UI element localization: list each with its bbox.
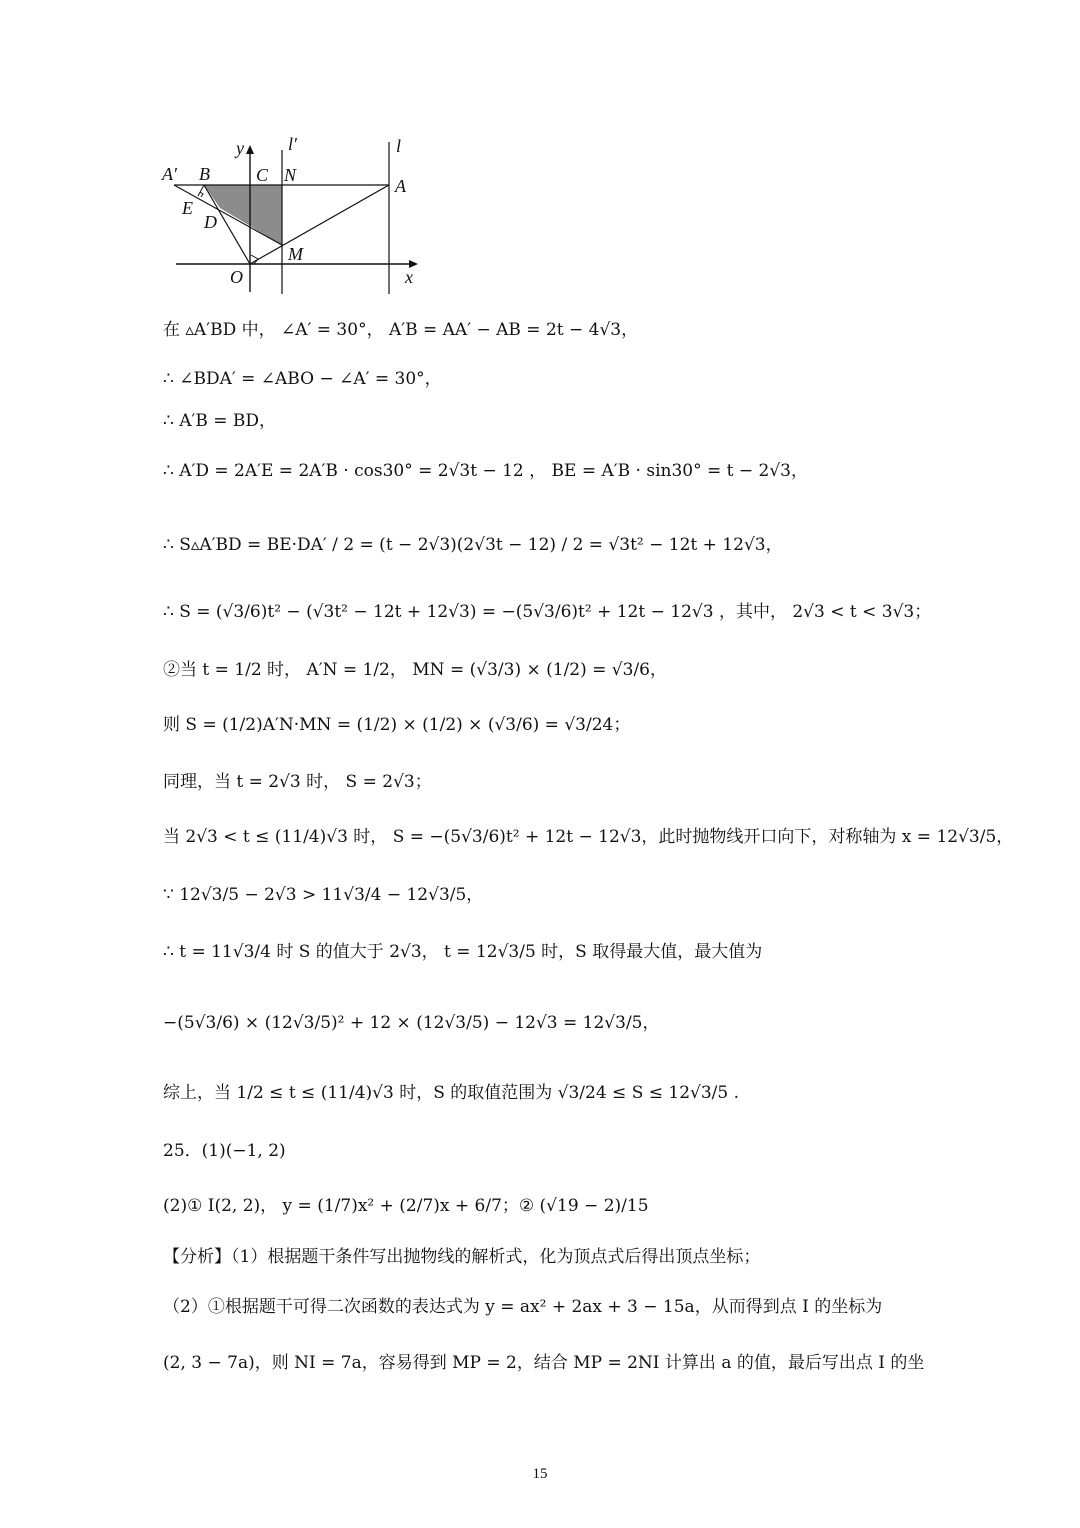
text-line-6: ∴ S = (√3/6)t² − (√3t² − 12t + 12√3) = −(5√3/6)t² + 12t − 12√3 ，其中， 2√3 < t < 3√3； (163, 602, 932, 622)
right-angle-mark-e (200, 192, 203, 197)
text-line-7: ②当 t = 1/2 时， A′N = 1/2， MN = (√3/3) × (1/2) = √3/6， (163, 660, 667, 680)
text-line-2: ∴ ∠BDA′ = ∠ABO − ∠A′ = 30°， (163, 369, 442, 389)
label-x: x (405, 267, 413, 287)
text-line-12: ∴ t = 11√3/4 时 S 的值大于 2√3， t = 12√3/5 时，S 取得最大值，最大值为 (163, 942, 763, 962)
text-line-17: 【分析】（1）根据题干条件写出抛物线的解析式，化为顶点式后得出顶点坐标； (163, 1247, 761, 1267)
text-line-10: 当 2√3 < t ≤ (11/4)√3 时， S = −(5√3/6)t² + 12t − 12√3，此时抛物线开口向下，对称轴为 x = 12√3/5， (163, 827, 1014, 847)
text-line-8: 则 S = (1/2)A′N·MN = (1/2) × (1/2) × (√3/6) = √3/24； (163, 715, 631, 735)
label-l-prime: l′ (288, 134, 297, 154)
text-line-19: (2, 3 − 7a)，则 NI = 7a，容易得到 MP = 2，结合 MP = 2NI 计算出 a 的值，最后写出点 I 的坐 (163, 1353, 925, 1373)
label-m: M (288, 244, 303, 264)
text-line-14: 综上，当 1/2 ≤ t ≤ (11/4)√3 时，S 的取值范围为 √3/24 ≤ S ≤ 12√3/5 . (163, 1083, 740, 1103)
text-line-18: （2）①根据题干可得二次函数的表达式为 y = ax² + 2ax + 3 − 15a，从而得到点 I 的坐标为 (163, 1297, 883, 1317)
label-e: E (182, 198, 193, 218)
label-c: C (256, 165, 269, 185)
geometry-diagram (160, 132, 430, 302)
label-b: B (199, 164, 210, 184)
geometry-figure (160, 132, 430, 302)
text-line-15: 25．(1)(−1, 2) (163, 1141, 286, 1161)
text-line-13: −(5√3/6) × (12√3/5)² + 12 × (12√3/5) − 12√3 = 12√3/5， (163, 1013, 660, 1033)
label-o: O (230, 267, 243, 287)
label-n: N (284, 165, 297, 185)
label-a-prime: A′ (162, 164, 177, 184)
label-y: y (236, 138, 244, 158)
y-axis-arrow (246, 145, 254, 154)
text-line-9: 同理，当 t = 2√3 时， S = 2√3； (163, 772, 432, 792)
text-line-5: ∴ S▵A′BD = BE·DA′ / 2 = (t − 2√3)(2√3t − 12) / 2 = √3t² − 12t + 12√3， (163, 535, 783, 555)
text-line-11: ∵ 12√3/5 − 2√3 > 11√3/4 − 12√3/5， (163, 885, 484, 905)
page-number: 15 (532, 1466, 548, 1482)
text-line-4: ∴ A′D = 2A′E = 2A′B · cos30° = 2√3t − 12 ， BE = A′B · sin30° = t − 2√3， (163, 461, 808, 481)
label-l: l (396, 136, 402, 156)
text-line-16: (2)① I(2, 2)， y = (1/7)x² + (2/7)x + 6/7；② (√19 − 2)/15 (163, 1196, 649, 1216)
text-line-3: ∴ A′B = BD， (163, 411, 277, 431)
label-a: A (395, 176, 406, 196)
text-line-1: 在 ▵A′BD 中， ∠A′ = 30°， A′B = AA′ − AB = 2t − 4√3， (163, 320, 639, 340)
label-d: D (204, 212, 217, 232)
